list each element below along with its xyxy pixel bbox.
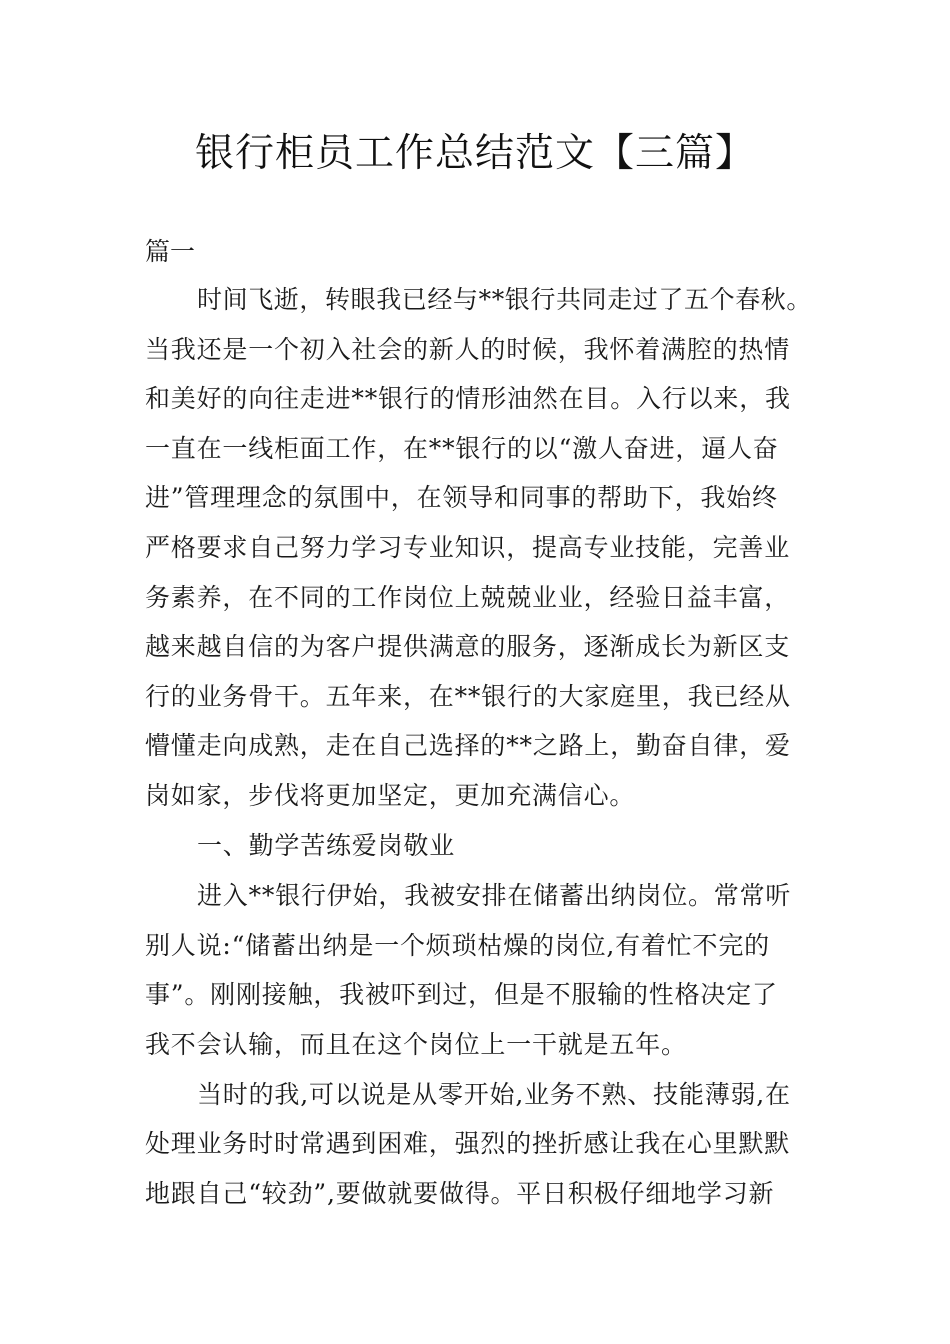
- paragraph-line: 处理业务时时常遇到困难，强烈的挫折感让我在心里默默: [145, 1129, 791, 1158]
- paragraph-line: 进入**银行伊始，我被安排在储蓄出纳岗位。常常听: [197, 881, 792, 910]
- paragraph-line: 时间飞逝，转眼我已经与**银行共同走过了五个春秋。: [197, 285, 813, 314]
- paragraph-line: 岗如家，步伐将更加坚定，更加充满信心。: [145, 781, 636, 810]
- paragraph-line: 越来越自信的为客户提供满意的服务，逐渐成长为新区支: [145, 632, 791, 661]
- paragraph-line: 和美好的向往走进**银行的情形油然在目。入行以来，我: [145, 384, 791, 413]
- document-title: 银行柜员工作总结范文【三篇】: [194, 131, 755, 176]
- paragraph-line: 务素养，在不同的工作岗位上兢兢业业，经验日益丰富，: [145, 583, 791, 612]
- paragraph-line: 事”。刚刚接触，我被吓到过，但是不服输的性格决定了: [145, 980, 778, 1009]
- section-label: 篇一: [145, 237, 196, 266]
- paragraph-line: 进”管理理念的氛围中，在领导和同事的帮助下，我始终: [145, 483, 778, 512]
- paragraph-line: 当我还是一个初入社会的新人的时候，我怀着满腔的热情: [145, 335, 791, 364]
- paragraph-line: 严格要求自己努力学习专业知识，提高专业技能，完善业: [145, 533, 791, 562]
- paragraph-line: 地跟自己“较劲”,要做就要做得。平日积极仔细地学习新: [145, 1179, 775, 1208]
- paragraph-line: 别人说:“储蓄出纳是一个烦琐枯燥的岗位,有着忙不完的: [145, 931, 770, 960]
- paragraph-line: 懵懂走向成熟，走在自己选择的**之路上，勤奋自律，爱: [145, 731, 791, 760]
- paragraph-line: 一直在一线柜面工作，在**银行的以“激人奋进，逼人奋: [145, 434, 779, 463]
- paragraph-line: 当时的我,可以说是从零开始,业务不熟、技能薄弱,在: [197, 1080, 791, 1109]
- paragraph-line: 我不会认输，而且在这个岗位上一干就是五年。: [145, 1030, 687, 1059]
- paragraph-line: 行的业务骨干。五年来，在**银行的大家庭里，我已经从: [145, 682, 791, 711]
- section-heading: 一、勤学苦练爱岗敬业: [197, 831, 456, 860]
